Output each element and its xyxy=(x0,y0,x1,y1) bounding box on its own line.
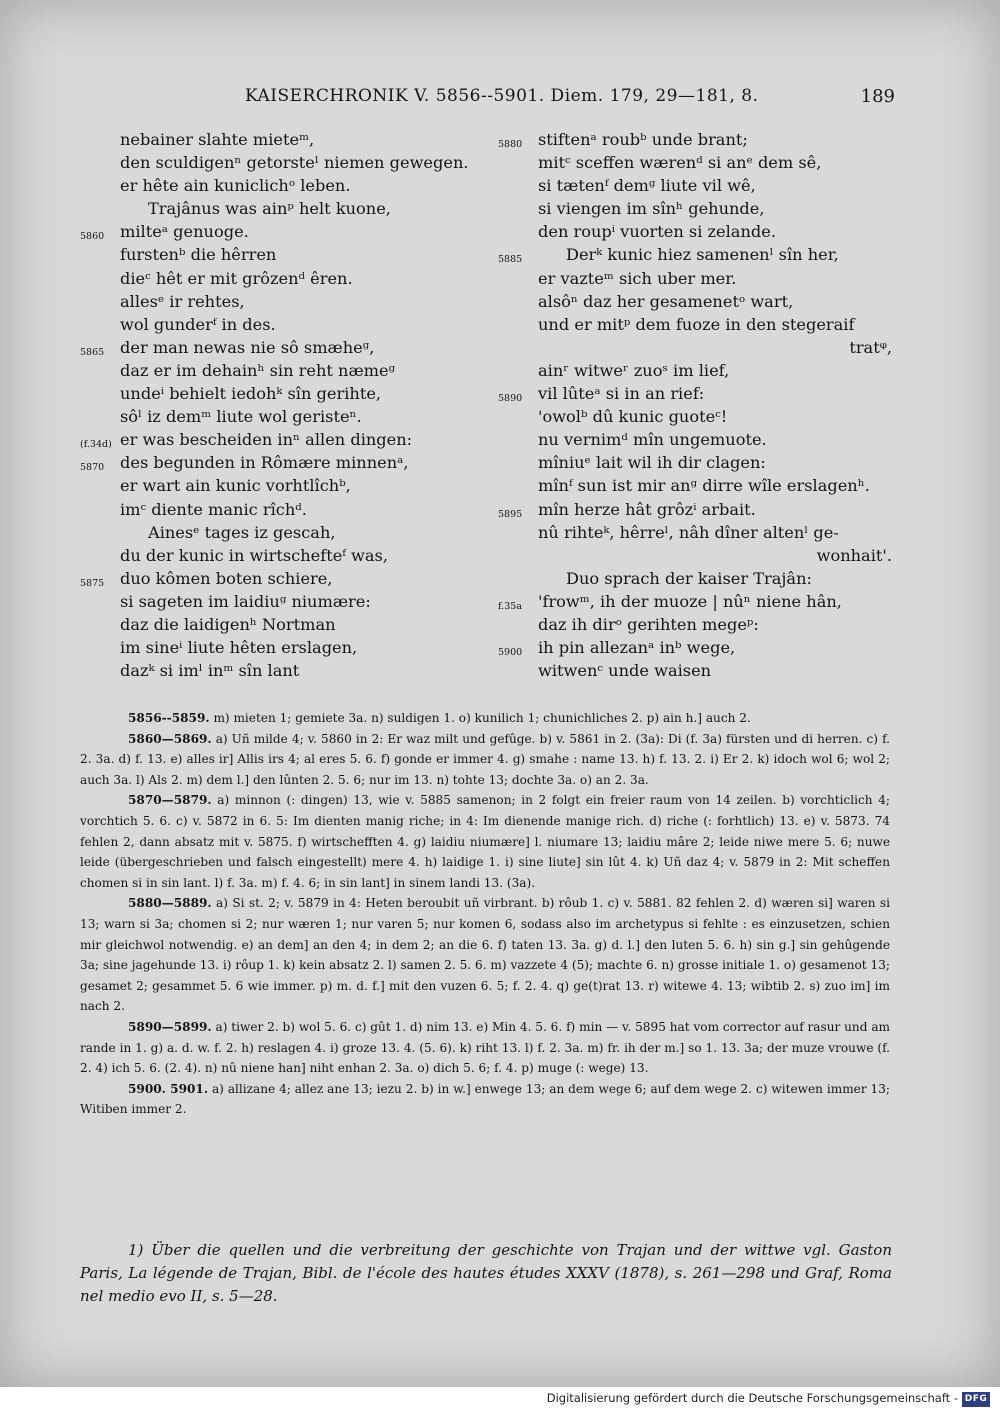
verse-text: mînᶠ sun ist mir anᵍ dirre wîle erslagenʰ. xyxy=(538,476,870,496)
verse-line xyxy=(80,590,485,613)
verse-line xyxy=(498,313,898,336)
apparatus-range: 5880—5889. xyxy=(128,896,212,911)
right-verse-column xyxy=(498,128,898,682)
verse-text: milteᵃ genuoge. xyxy=(120,222,249,242)
verse-text: dieᶜ hêt er mit grôzenᵈ êren. xyxy=(120,268,353,288)
apparatus-text: a) Si st. 2; v. 5879 in 4: Heten beroubit uñ virbrant. b) rôub 1. c) v. 5881. 82 fehlen 2. d) wæren si] waren si 13; warn si 3a; chomen si 2; nur wæren 1; nur varen 5; nur komen 6, sodass also im archetypus si fehlte : es einzusetzen, schien mir gleichwol notwendig. e) an dem] an den 4; in dem 2; an die 6. f) taten 13. 3a. g) d. l.] den luten 5. 6. h) sin g.] sin gehûgende 3a; sine jagehunde 13. i) rôup 1. k) kein absatz 2. l) samen 2. 5. 6. m) vazzete 4 (5); machte 6. n) grosse initiale 1. o) gesamenot 13; gesamet 2; gesammet 5. 6 wie immer. p) m. d. f.] mit den vuzen 6. 5; f. 2. 4. q) ge(t)rat 13. r) witewe 4. 13; wibtib 2. s) zuo im] im nach 2. xyxy=(80,896,890,1014)
line-number: 5870 xyxy=(80,462,105,474)
verse-text: 'frowᵐ, ih der muoze | nûⁿ niene hân, xyxy=(538,591,842,611)
verse-text: den sculdigenⁿ getorsteˡ niemen gewegen. xyxy=(120,153,469,173)
verse-text: witwenᶜ unde waisen xyxy=(538,661,712,681)
verse-text: nu vernimᵈ mîn ungemuote. xyxy=(538,430,767,450)
verse-text: er was bescheiden inⁿ allen dingen: xyxy=(120,430,413,450)
verse-text: si sageten im laidiuᵍ niumære: xyxy=(120,591,371,611)
verse-text: nebainer slahte mieteᵐ, xyxy=(120,130,315,149)
verse-line xyxy=(498,590,898,613)
verse-text: des begunden in Rômære minnenᵃ, xyxy=(120,453,409,473)
verse-text: wol gunderᶠ in des. xyxy=(120,314,276,334)
verse-line xyxy=(498,290,898,313)
verse-text: du der kunic in wirtschefteᶠ was, xyxy=(120,545,388,565)
verse-text: Derᵏ kunic hiez samenenˡ sîn her, xyxy=(566,245,839,265)
verse-line xyxy=(80,613,485,636)
verse-line xyxy=(80,567,485,590)
verse-line xyxy=(80,174,485,197)
verse-line xyxy=(80,359,485,382)
verse-text: duo kômen boten schiere, xyxy=(120,568,333,588)
verse-line xyxy=(498,405,898,428)
verse-line xyxy=(498,428,898,451)
verse-text: daz er im dehainʰ sin reht næmeᵍ xyxy=(120,360,396,380)
apparatus-text: a) tiwer 2. b) wol 5. 6. c) gût 1. d) nim 13. e) Min 4. 5. 6. f) min — v. 5895 hat vom corrector auf rasur und am rande in 1. g) a. d. w. f. 2. h) reslagen 4. i) groze 13. 4. (5. 6). k) riht 13. l) f. 2. 3a. m) fr. ih der m.] so 1. 13. 3a; der muze vrouwe (f. 2. 4) ich 5. 6. (2. 4). n) nû niene han] niht enhan 2. 3a. o) dich 5. 6; f. 4. p) muge (: wege) 13. xyxy=(80,1019,890,1076)
verse-line xyxy=(498,128,898,151)
verse-line xyxy=(80,451,485,474)
verse-line xyxy=(80,474,485,497)
verse-line xyxy=(80,128,485,151)
verse-text: 'owolᵇ dû kunic guoteᶜ! xyxy=(538,407,728,427)
verse-text: der man newas nie sô smæheᵍ, xyxy=(120,337,375,357)
verse-text: den roupⁱ vuorten si zelande. xyxy=(538,222,776,242)
apparatus-entry xyxy=(80,708,890,729)
line-number: 5860 xyxy=(80,231,105,243)
apparatus-text: a) minnon (: dingen) 13, wie v. 5885 samenon; in 2 folgt ein freier raum von 14 zeilen. b) vorchticlich 4; vorchtich 5. 6. c) v. 5872 in 6. 5: Im dienten manig riche; in 4: Im dienende manige rich. d) riche (: forhtlich) 13. e) v. 5873. 74 fehlen 2, dann absatz mit v. 5875. f) wirtschefften 4. g) laidiu niumære] l. niumare 13; laidiu mâre 2; leide niwe mere 5. 6; nuwe leide (übergeschrieben und falsch eingestellt) mere 4. h) laidige 1. i) sine liute] sin lût 4. k) Uñ daz 4; v. 5879 in 2: Mit scheffen chomen si in sin lant. l) f. 3a. m) f. 4. 6; in sin lant] in sinem landi 13. (3a). xyxy=(80,793,890,890)
apparatus-text: a) Uñ milde 4; v. 5860 in 2: Er waz milt und gefûge. b) v. 5861 in 2. (3a): Di (f. 3a) fürsten und di herren. c) f. 2. 3a. d) f. 13. e) alles ir] Allis irs 4; al eres 5. 6. f) gonde er immer 4. g) smahe : name 13. h) f. 13. 2. i) Er 2. k) idoch wol 6; wol 2; auch 3a. l) Als 2. m) dem l.] den lûnten 2. 5. 6; nur im 13. n) tohte 13; dochte 3a. o) an 2. 3a. xyxy=(80,731,890,787)
verse-line xyxy=(80,636,485,659)
verse-line xyxy=(498,544,898,567)
verse-line xyxy=(80,197,485,220)
apparatus-text: m) mieten 1; gemiete 3a. n) suldigen 1. o) kunilich 1; chunichliches 2. p) ain h.] auch 2. xyxy=(213,711,751,725)
verse-line xyxy=(80,498,485,521)
verse-text: tratᵠ, xyxy=(849,337,892,357)
apparatus-entry xyxy=(80,729,890,791)
line-number: (f.34d) xyxy=(80,439,112,451)
verse-line xyxy=(498,659,898,682)
verse-text: si tætenᶠ demᵍ liute vil wê, xyxy=(538,176,756,196)
verse-text: vil lûteᵃ si in an rief: xyxy=(538,384,705,404)
verse-line xyxy=(80,382,485,405)
critical-apparatus xyxy=(80,708,890,1120)
verse-text: daz die laidigenʰ Nortman xyxy=(120,614,336,634)
verse-line xyxy=(498,151,898,174)
verse-line xyxy=(498,567,898,590)
verse-line xyxy=(498,498,898,521)
verse-line xyxy=(498,174,898,197)
verse-text: Trajânus was ainᵖ helt kuone, xyxy=(148,199,391,219)
verse-text: im sineⁱ liute hêten erslagen, xyxy=(120,638,358,658)
verse-text: daz ih dirᵒ gerihten megeᵖ: xyxy=(538,614,759,634)
footer-credit: Digitalisierung gefördert durch die Deutsche Forschungsgemeinschaft - xyxy=(546,1391,958,1405)
verse-text: mitᶜ sceffen wærenᵈ si anᵉ dem sê, xyxy=(538,153,822,173)
verse-line xyxy=(80,151,485,174)
verse-line xyxy=(498,521,898,544)
apparatus-entry xyxy=(80,1017,890,1079)
apparatus-range: 5856--5859. xyxy=(128,711,210,725)
apparatus-range: 5870—5879. xyxy=(128,793,212,808)
line-number: f.35a xyxy=(498,600,522,612)
verse-line xyxy=(498,636,898,659)
verse-line xyxy=(80,544,485,567)
apparatus-range: 5890—5899. xyxy=(128,1019,212,1034)
verse-line xyxy=(80,428,485,451)
verse-line xyxy=(80,290,485,313)
verse-text: sôˡ iz demᵐ liute wol geristeⁿ. xyxy=(120,407,362,427)
verse-line xyxy=(80,267,485,290)
header-title: KAISERCHRONIK V. 5856--5901. Diem. 179, 29—181, 8. xyxy=(245,86,759,106)
verse-line xyxy=(498,359,898,382)
verse-line xyxy=(498,197,898,220)
verse-text: mîniuᵉ lait wil ih dir clagen: xyxy=(538,453,766,473)
verse-text: mîn herze hât grôzⁱ arbait. xyxy=(538,499,756,519)
verse-line xyxy=(498,220,898,243)
apparatus-range: 5900. 5901. xyxy=(128,1081,209,1096)
footer-bar xyxy=(0,1387,1000,1413)
left-verse-column xyxy=(80,128,485,682)
verse-text: stiftenᵃ roubᵇ unde brant; xyxy=(538,130,748,149)
verse-text: nû rihteᵏ, hêrreˡ, nâh dîner altenˡ ge- xyxy=(538,522,839,542)
verse-text: allesᵉ ir rehtes, xyxy=(120,291,245,311)
verse-text: wonhait'. xyxy=(816,545,892,565)
line-number: 5885 xyxy=(498,254,523,266)
verse-line xyxy=(498,474,898,497)
verse-text: dazᵏ si imˡ inᵐ sîn lant xyxy=(120,661,300,681)
verse-line xyxy=(498,243,898,266)
verse-text: und er mitᵖ dem fuoze in den stegeraif xyxy=(538,314,855,334)
verse-line xyxy=(80,521,485,544)
verse-text: alsôⁿ daz her gesamenetᵒ wart, xyxy=(538,291,794,311)
verse-text: Duo sprach der kaiser Trajân: xyxy=(566,568,812,588)
apparatus-range: 5860—5869. xyxy=(128,731,212,746)
verse-line xyxy=(80,405,485,428)
dfg-logo: DFG xyxy=(962,1392,990,1407)
line-number: 5890 xyxy=(498,393,523,405)
verse-text: er wart ain kunic vorhtlîchᵇ, xyxy=(120,476,351,496)
apparatus-entry xyxy=(80,790,890,893)
verse-text: er vazteᵐ sich uber mer. xyxy=(538,268,737,288)
verse-line xyxy=(80,659,485,682)
line-number: 5895 xyxy=(498,508,523,520)
verse-line xyxy=(80,220,485,243)
verse-text: Ainesᵉ tages iz gescah, xyxy=(148,522,336,542)
line-number: 5900 xyxy=(498,647,523,659)
verse-line xyxy=(80,243,485,266)
verse-line xyxy=(498,382,898,405)
verse-line xyxy=(498,267,898,290)
verse-line xyxy=(80,313,485,336)
line-number: 5875 xyxy=(80,577,105,589)
verse-text: undeⁱ behielt iedohᵏ sîn gerihte, xyxy=(120,384,382,404)
footnote: 1) Über die quellen und die verbreitung der geschichte von Trajan und der wittwe vgl. Gaston Paris, La légende de Trajan, Bibl. de l'école des hautes études XXXV (1878), s. 261—298 und Graf, Roma nel medio evo II, s. 5—28. xyxy=(80,1241,892,1305)
verse-text: si viengen im sînʰ gehunde, xyxy=(538,199,765,219)
verse-line xyxy=(498,613,898,636)
line-number: 5865 xyxy=(80,346,105,358)
apparatus-entry xyxy=(80,893,890,1017)
running-header xyxy=(80,86,895,116)
verse-text: ih pin allezanᵃ inᵇ wege, xyxy=(538,638,736,658)
verse-text: imᶜ diente manic rîchᵈ. xyxy=(120,499,307,519)
verse-text: er hête ain kuniclichᵒ leben. xyxy=(120,176,351,196)
verse-text: furstenᵇ die hêrren xyxy=(120,245,277,265)
verse-text: ainʳ witweʳ zuoˢ im lief, xyxy=(538,360,730,380)
verse-line xyxy=(498,336,898,359)
apparatus-text: a) allizane 4; allez ane 13; iezu 2. b) in w.] enwege 13; an dem wege 6; auf dem wege 2. c) witewen immer 13; Witiben immer 2. xyxy=(80,1081,890,1117)
apparatus-entry xyxy=(80,1079,890,1120)
verse-line xyxy=(80,336,485,359)
line-number: 5880 xyxy=(498,139,523,150)
verse-line xyxy=(498,451,898,474)
page-number: 189 xyxy=(860,86,895,107)
